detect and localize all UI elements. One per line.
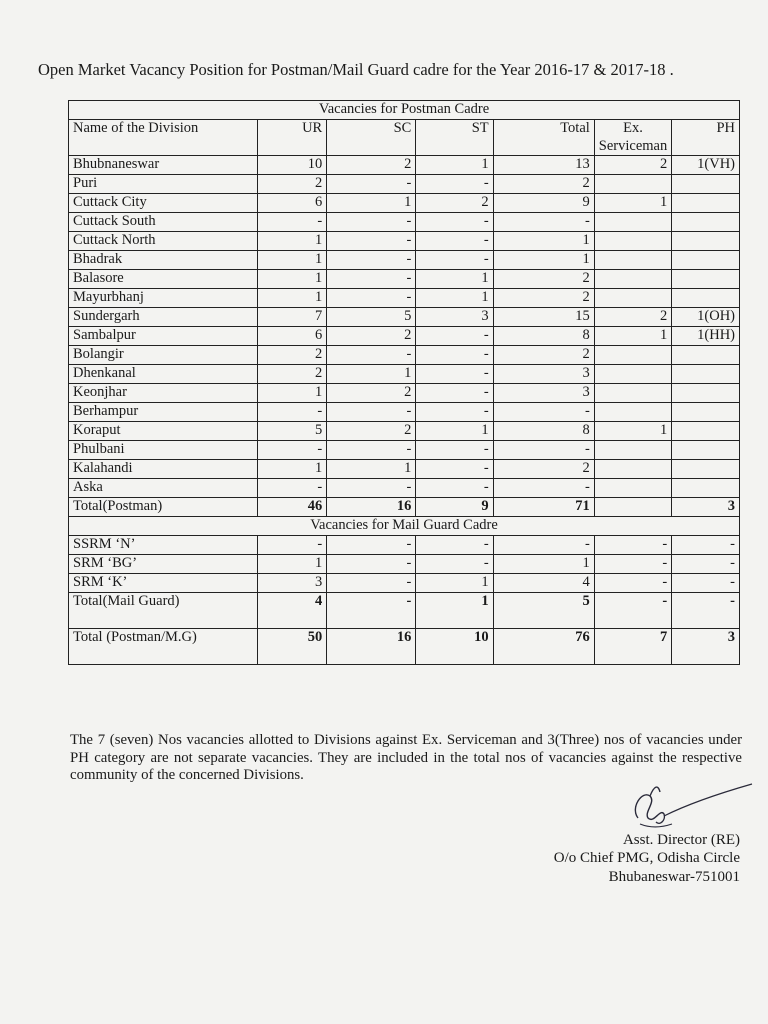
cell-st: 9 xyxy=(416,498,493,517)
cell-st: 1 xyxy=(416,270,493,289)
cell-total: 71 xyxy=(493,498,594,517)
cell-ex: - xyxy=(594,593,671,629)
table-row xyxy=(69,327,740,346)
header-ph: PH xyxy=(672,120,740,156)
page-title: Open Market Vacancy Position for Postman/Mail Guard cadre for the Year 2016-17 & 2017-18 . xyxy=(38,60,674,79)
cell-ph xyxy=(672,479,740,498)
cell-total: 13 xyxy=(493,156,594,175)
cell-total: 9 xyxy=(493,194,594,213)
cell-name: Bolangir xyxy=(69,346,258,365)
cell-sc: - xyxy=(327,593,416,629)
cell-ex xyxy=(594,384,671,403)
cell-total: 8 xyxy=(493,327,594,346)
cell-ph: - xyxy=(672,555,740,574)
cell-ph xyxy=(672,251,740,270)
cell-st: - xyxy=(416,175,493,194)
table-row xyxy=(69,346,740,365)
cell-sc: - xyxy=(327,213,416,232)
cell-ph: - xyxy=(672,593,740,629)
cell-sc: 16 xyxy=(327,498,416,517)
table-row xyxy=(69,555,740,574)
cell-ph xyxy=(672,194,740,213)
cell-ex xyxy=(594,460,671,479)
cell-ex xyxy=(594,346,671,365)
cell-name: Balasore xyxy=(69,270,258,289)
cell-total: - xyxy=(493,403,594,422)
cell-sc: - xyxy=(327,536,416,555)
cell-name: Total(Mail Guard) xyxy=(69,593,258,629)
cell-ur: 2 xyxy=(257,365,326,384)
cell-name: Total (Postman/M.G) xyxy=(69,629,258,665)
table-row xyxy=(69,251,740,270)
cell-ex: 1 xyxy=(594,422,671,441)
cell-ur: 2 xyxy=(257,346,326,365)
cell-ur: - xyxy=(257,536,326,555)
cell-total: 8 xyxy=(493,422,594,441)
cell-name: Bhadrak xyxy=(69,251,258,270)
cell-ex xyxy=(594,175,671,194)
cell-ur: 5 xyxy=(257,422,326,441)
cell-ex: 7 xyxy=(594,629,671,665)
cell-ur: 10 xyxy=(257,156,326,175)
cell-ur: - xyxy=(257,403,326,422)
signature-place: Bhubaneswar-751001 xyxy=(608,869,740,885)
cell-total: 76 xyxy=(493,629,594,665)
cell-sc: - xyxy=(327,346,416,365)
cell-ex xyxy=(594,251,671,270)
section-header-mailguard xyxy=(69,517,740,536)
cell-ph xyxy=(672,365,740,384)
table-row xyxy=(69,270,740,289)
cell-name: Sambalpur xyxy=(69,327,258,346)
cell-total: 3 xyxy=(493,384,594,403)
cell-ph: 1(VH) xyxy=(672,156,740,175)
cell-ur: 1 xyxy=(257,555,326,574)
header-sc: SC xyxy=(327,120,416,156)
cell-ur: 2 xyxy=(257,175,326,194)
header-name: Name of the Division xyxy=(69,120,258,156)
table-row xyxy=(69,403,740,422)
cell-ph: 3 xyxy=(672,629,740,665)
cell-name: Phulbani xyxy=(69,441,258,460)
cell-total: - xyxy=(493,441,594,460)
cell-ex xyxy=(594,365,671,384)
cell-name: Total(Postman) xyxy=(69,498,258,517)
cell-ur: 7 xyxy=(257,308,326,327)
handwritten-signature xyxy=(620,778,755,838)
cell-ur: - xyxy=(257,441,326,460)
cell-st: 3 xyxy=(416,308,493,327)
table-row xyxy=(69,479,740,498)
cell-name: Cuttack City xyxy=(69,194,258,213)
vacancy-table xyxy=(68,100,740,665)
cell-st: 2 xyxy=(416,194,493,213)
cell-ur: 1 xyxy=(257,270,326,289)
cell-total: 2 xyxy=(493,175,594,194)
cell-ph xyxy=(672,270,740,289)
cell-ph: - xyxy=(672,574,740,593)
table-row xyxy=(69,175,740,194)
cell-total: - xyxy=(493,479,594,498)
cell-st: - xyxy=(416,403,493,422)
mailguard-total-row xyxy=(69,593,740,629)
cell-name: Koraput xyxy=(69,422,258,441)
table-row xyxy=(69,213,740,232)
cell-ph xyxy=(672,232,740,251)
cell-ph xyxy=(672,175,740,194)
cell-ur: 4 xyxy=(257,593,326,629)
cell-st: - xyxy=(416,441,493,460)
signature-designation: Asst. Director (RE) xyxy=(622,832,740,848)
cell-ex xyxy=(594,232,671,251)
cell-total: 2 xyxy=(493,270,594,289)
table-row xyxy=(69,156,740,175)
cell-name: Cuttack North xyxy=(69,232,258,251)
cell-ur: 1 xyxy=(257,460,326,479)
cell-st: 1 xyxy=(416,593,493,629)
cell-ur: - xyxy=(257,479,326,498)
cell-st: 1 xyxy=(416,422,493,441)
cell-ex xyxy=(594,213,671,232)
table-row xyxy=(69,365,740,384)
cell-st: 1 xyxy=(416,156,493,175)
cell-ex xyxy=(594,479,671,498)
table-row xyxy=(69,194,740,213)
cell-ph xyxy=(672,213,740,232)
cell-ex xyxy=(594,270,671,289)
cell-st: - xyxy=(416,536,493,555)
cell-ph xyxy=(672,346,740,365)
cell-ph: - xyxy=(672,536,740,555)
cell-ex: - xyxy=(594,536,671,555)
table-row xyxy=(69,536,740,555)
postman-total-row xyxy=(69,498,740,517)
cell-name: Cuttack South xyxy=(69,213,258,232)
cell-sc: - xyxy=(327,555,416,574)
cell-ph xyxy=(672,403,740,422)
cell-ex xyxy=(594,441,671,460)
section-header-postman xyxy=(69,101,740,120)
cell-sc: - xyxy=(327,270,416,289)
cell-ex: - xyxy=(594,574,671,593)
cell-ex xyxy=(594,289,671,308)
cell-ur: 1 xyxy=(257,289,326,308)
cell-sc: - xyxy=(327,251,416,270)
cell-ph: 1(OH) xyxy=(672,308,740,327)
cell-name: SSRM ‘N’ xyxy=(69,536,258,555)
cell-total: 1 xyxy=(493,251,594,270)
cell-st: - xyxy=(416,365,493,384)
table-row xyxy=(69,460,740,479)
cell-total: 15 xyxy=(493,308,594,327)
cell-ph xyxy=(672,384,740,403)
explanatory-note: The 7 (seven) Nos vacancies allotted to Divisions against Ex. Serviceman and 3(Three) nos of vacancies under PH category are not separate vacancies. They are included in the total nos of vacancies against the respective community of the concerned Divisions. xyxy=(70,732,742,783)
table-row xyxy=(69,308,740,327)
cell-name: Bhubnaneswar xyxy=(69,156,258,175)
grand-total-row xyxy=(69,629,740,665)
cell-name: Dhenkanal xyxy=(69,365,258,384)
cell-name: Kalahandi xyxy=(69,460,258,479)
cell-sc: 2 xyxy=(327,422,416,441)
cell-total: 5 xyxy=(493,593,594,629)
cell-ex: - xyxy=(594,555,671,574)
cell-name: Puri xyxy=(69,175,258,194)
cell-ur: - xyxy=(257,213,326,232)
cell-ur: 6 xyxy=(257,327,326,346)
cell-sc: 1 xyxy=(327,460,416,479)
cell-ur: 46 xyxy=(257,498,326,517)
cell-ur: 3 xyxy=(257,574,326,593)
cell-total: 3 xyxy=(493,365,594,384)
mailguard-section-title: Vacancies for Mail Guard Cadre xyxy=(69,517,740,536)
cell-st: - xyxy=(416,232,493,251)
table-row xyxy=(69,574,740,593)
signature-block xyxy=(520,778,745,903)
header-ex: Ex. Serviceman xyxy=(594,120,671,156)
cell-total: 2 xyxy=(493,289,594,308)
cell-st: - xyxy=(416,479,493,498)
column-header-row xyxy=(69,120,740,156)
signature-office: O/o Chief PMG, Odisha Circle xyxy=(553,850,740,866)
cell-ex: 1 xyxy=(594,194,671,213)
header-total: Total xyxy=(493,120,594,156)
cell-sc: 2 xyxy=(327,327,416,346)
cell-ph xyxy=(672,289,740,308)
cell-st: - xyxy=(416,555,493,574)
cell-name: Aska xyxy=(69,479,258,498)
cell-sc: 2 xyxy=(327,384,416,403)
cell-ex: 2 xyxy=(594,156,671,175)
cell-total: - xyxy=(493,536,594,555)
cell-ur: 6 xyxy=(257,194,326,213)
cell-ph: 1(HH) xyxy=(672,327,740,346)
cell-st: - xyxy=(416,384,493,403)
cell-sc: 2 xyxy=(327,156,416,175)
cell-ex: 1 xyxy=(594,327,671,346)
cell-ex xyxy=(594,403,671,422)
table-row xyxy=(69,289,740,308)
cell-name: SRM ‘K’ xyxy=(69,574,258,593)
cell-ur: 1 xyxy=(257,251,326,270)
header-st: ST xyxy=(416,120,493,156)
cell-ur: 1 xyxy=(257,232,326,251)
cell-ur: 50 xyxy=(257,629,326,665)
cell-sc: - xyxy=(327,441,416,460)
cell-total: 2 xyxy=(493,346,594,365)
cell-st: - xyxy=(416,460,493,479)
cell-name: Berhampur xyxy=(69,403,258,422)
cell-total: - xyxy=(493,213,594,232)
table-row xyxy=(69,422,740,441)
cell-ur: 1 xyxy=(257,384,326,403)
cell-st: - xyxy=(416,213,493,232)
cell-st: - xyxy=(416,251,493,270)
cell-st: 1 xyxy=(416,289,493,308)
cell-name: SRM ‘BG’ xyxy=(69,555,258,574)
cell-total: 1 xyxy=(493,232,594,251)
cell-sc: - xyxy=(327,289,416,308)
cell-ph xyxy=(672,422,740,441)
cell-sc: 16 xyxy=(327,629,416,665)
cell-ph xyxy=(672,460,740,479)
cell-sc: - xyxy=(327,232,416,251)
cell-total: 2 xyxy=(493,460,594,479)
cell-st: - xyxy=(416,327,493,346)
table-row xyxy=(69,232,740,251)
cell-name: Sundergarh xyxy=(69,308,258,327)
cell-total: 4 xyxy=(493,574,594,593)
cell-sc: 5 xyxy=(327,308,416,327)
header-ur: UR xyxy=(257,120,326,156)
cell-ex: 2 xyxy=(594,308,671,327)
cell-sc: - xyxy=(327,574,416,593)
cell-st: 10 xyxy=(416,629,493,665)
cell-st: - xyxy=(416,346,493,365)
cell-sc: - xyxy=(327,479,416,498)
table-row xyxy=(69,384,740,403)
cell-ex xyxy=(594,498,671,517)
cell-name: Mayurbhanj xyxy=(69,289,258,308)
cell-ph xyxy=(672,441,740,460)
cell-sc: 1 xyxy=(327,365,416,384)
cell-name: Keonjhar xyxy=(69,384,258,403)
table-row xyxy=(69,441,740,460)
cell-st: 1 xyxy=(416,574,493,593)
cell-total: 1 xyxy=(493,555,594,574)
postman-section-title: Vacancies for Postman Cadre xyxy=(69,101,740,120)
cell-sc: - xyxy=(327,403,416,422)
cell-ph: 3 xyxy=(672,498,740,517)
cell-sc: - xyxy=(327,175,416,194)
cell-sc: 1 xyxy=(327,194,416,213)
